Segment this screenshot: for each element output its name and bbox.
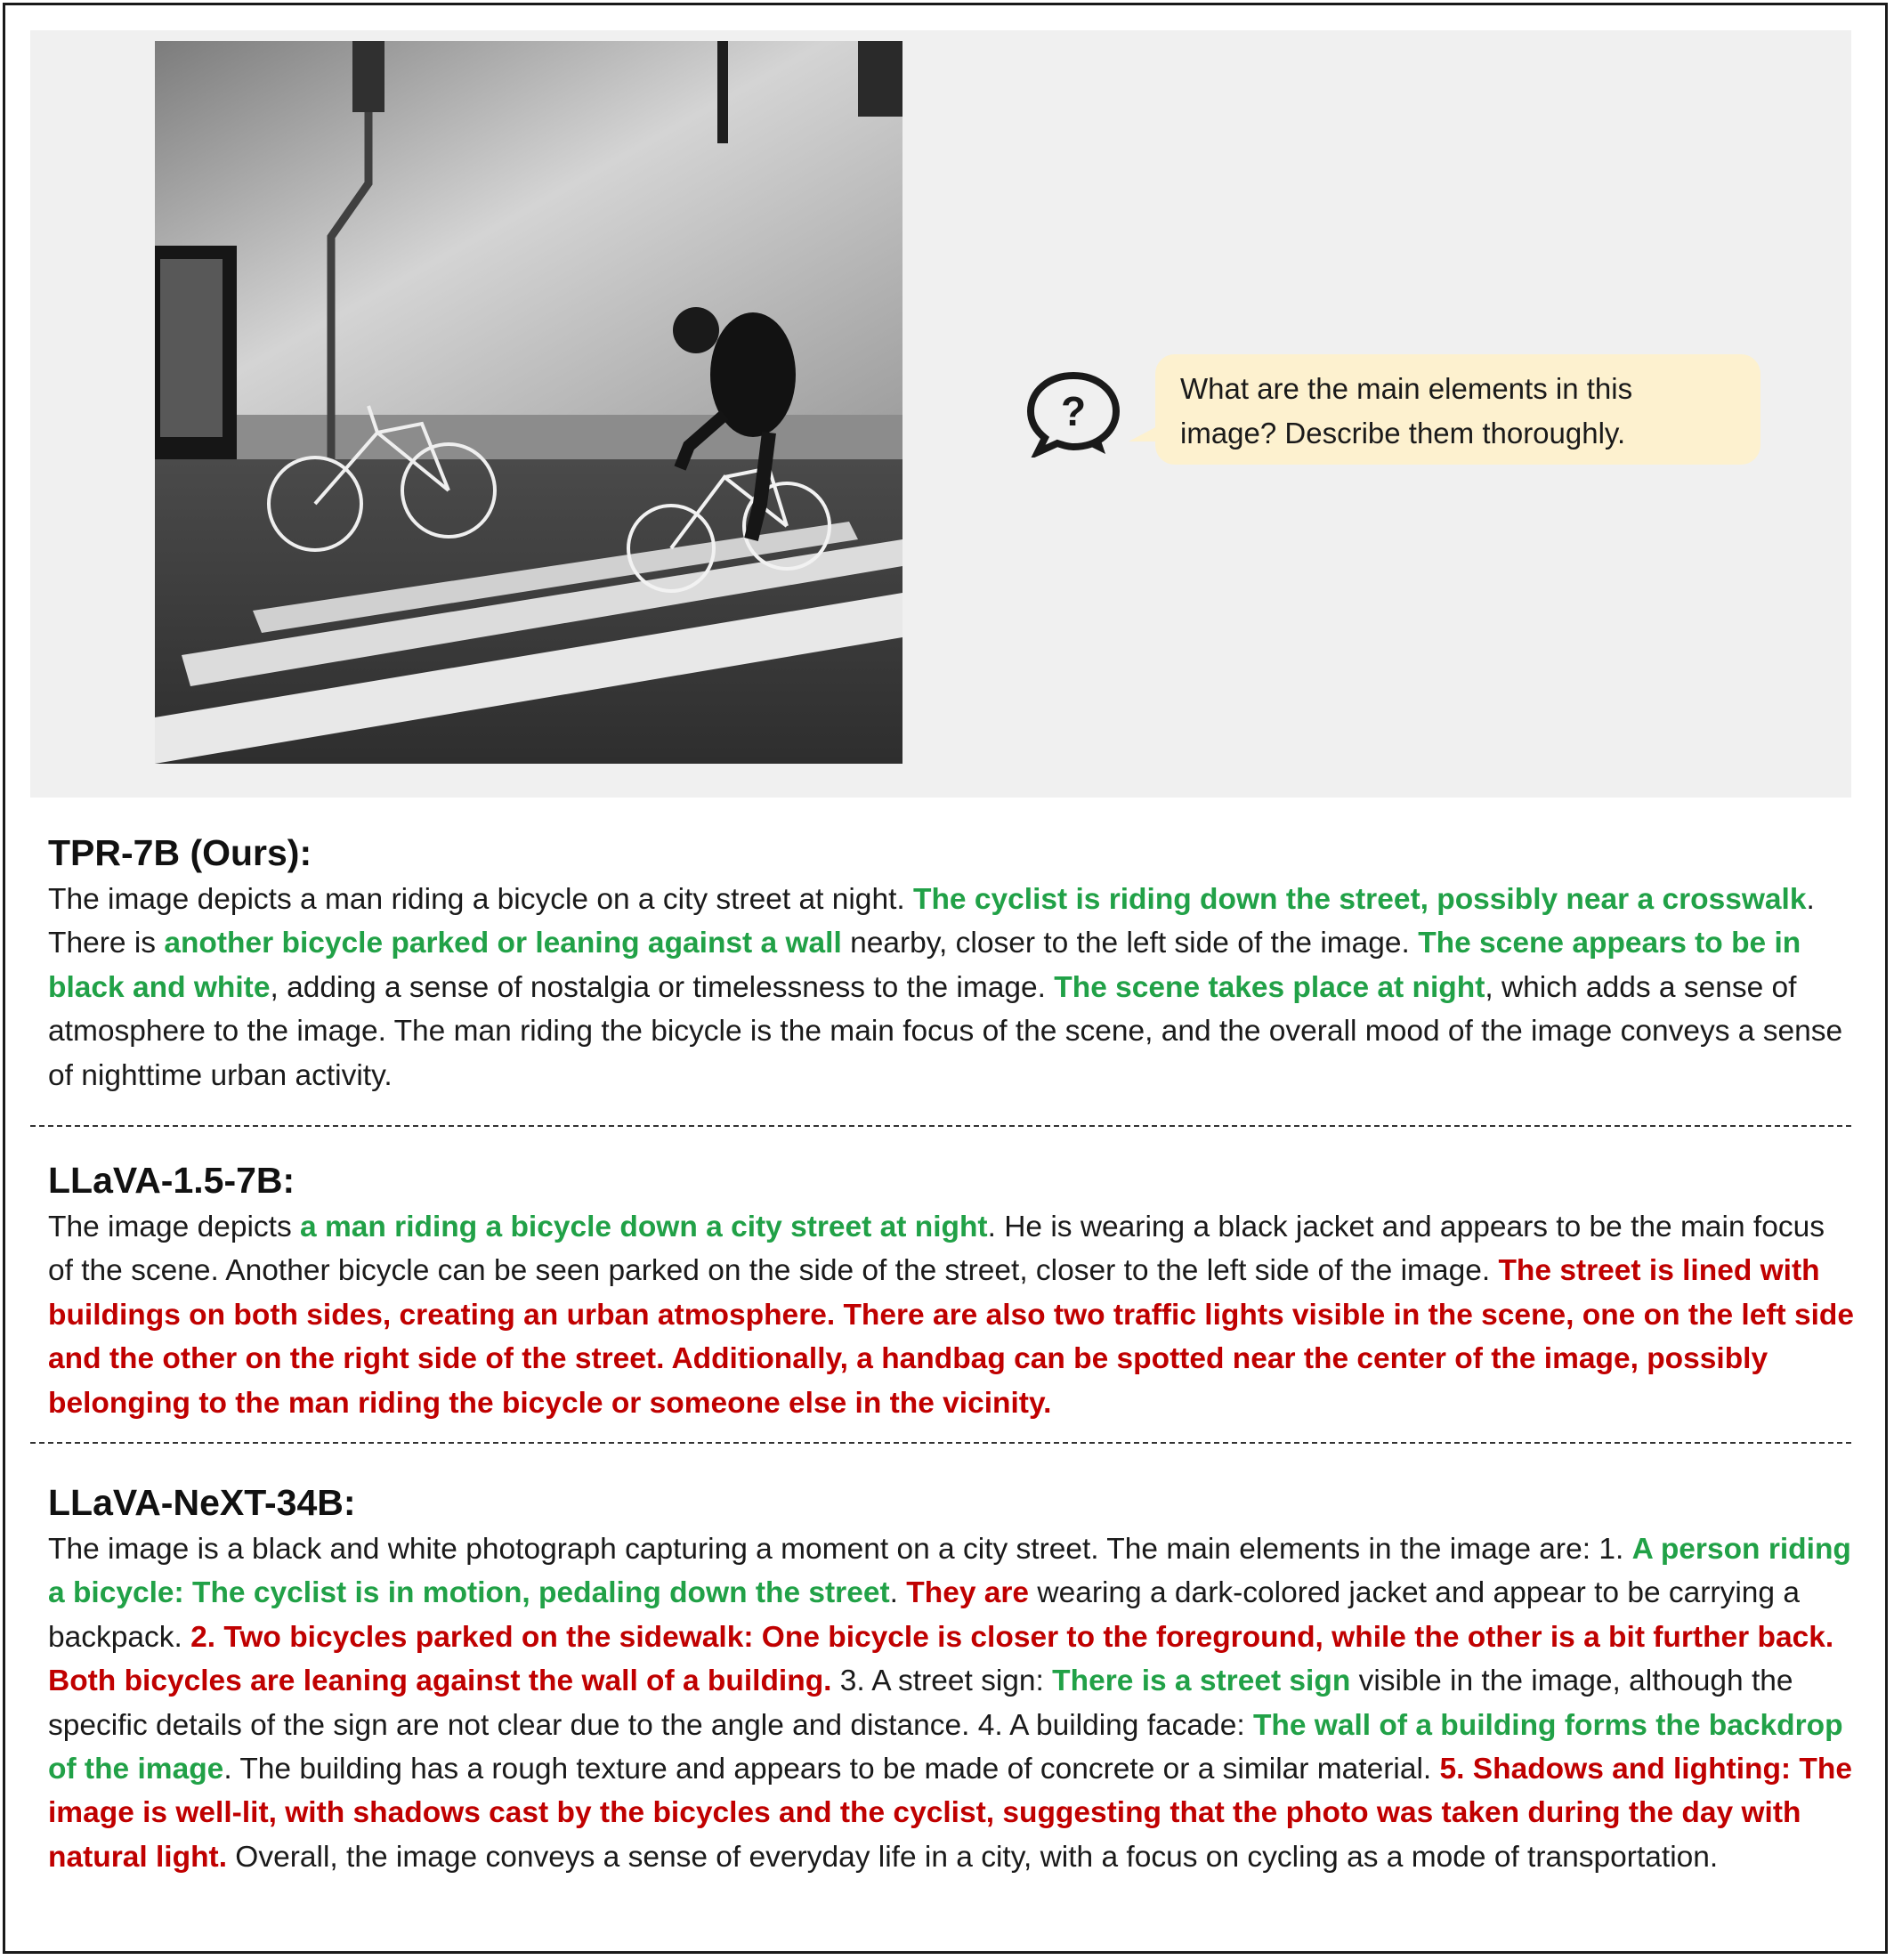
response-text: . He is wearing a black jacket and appears to be the main focus of the scene. Another bicycle can be seen parked on the side of the street, closer to the left side of the image. <box>48 1211 1825 1288</box>
llava-next-34b-section <box>48 1478 1855 1879</box>
correct-text: The wall of a building forms the backdrop of the image <box>48 1708 1843 1786</box>
response-text: The image depicts <box>48 1211 301 1243</box>
bubble-tail <box>1129 425 1159 441</box>
model-title: TPR-7B (Ours): <box>48 832 312 873</box>
response-text: . <box>889 1576 907 1610</box>
correct-text: There is a street sign <box>1052 1664 1351 1698</box>
hallucinated-text: The street is lined with buildings on both sides, creating an urban atmosphere. There are also two traffic lights visible in the scene, one on the left side and the other on the right side of the street. Additionally, a handbag can be spotted near the center of the image, possibly belonging to the man riding the bicycle or someone else in the vicinity. <box>48 1254 1854 1420</box>
response-text: The image depicts a man riding a bicycle on a city street at night. <box>48 883 913 916</box>
correct-text: another bicycle parked or leaning against a wall <box>164 927 842 960</box>
hallucinated-text: 2. Two bicycles parked on the sidewalk: One bicycle is closer to the foreground, while the other is a bit further back. Both bicycles are leaning against the wall of a building. <box>48 1620 1834 1698</box>
llava-1-5-7b-section <box>48 1155 1855 1425</box>
response-text: , which adds a sense of atmosphere to the image. The man riding the bicycle is the main focus of the scene, and the overall mood of the image conveys a sense of nighttime urban activity. <box>48 970 1843 1092</box>
street-photo <box>155 41 902 764</box>
correct-text: The scene takes place at night <box>1054 970 1485 1004</box>
response-text: nearby, closer to the left side of the image. <box>841 927 1419 960</box>
tpr-7b-section <box>48 828 1855 1097</box>
model-response <box>48 1205 1855 1425</box>
question-bubble: What are the main elements in this image? Describe them thoroughly. <box>1155 354 1760 465</box>
response-text: wearing a dark-colored jacket and appear to be carrying a backpack. <box>48 1576 1800 1654</box>
response-text: The image is a black and white photograph capturing a moment on a city street. The main elements in the image are: 1. <box>48 1533 1632 1566</box>
response-text: Overall, the image conveys a sense of everyday life in a city, with a focus on cycling as a mode of transportation. <box>227 1840 1719 1874</box>
correct-text: The scene appears to be in black and white <box>48 927 1801 1004</box>
correct-text: A person riding a bicycle: The cyclist is in motion, pedaling down the street <box>48 1533 1851 1610</box>
hallucinated-text: They are <box>906 1576 1030 1610</box>
response-text: 3. A street sign: <box>831 1664 1053 1698</box>
query-panel <box>30 30 1851 798</box>
response-text: visible in the image, although the specific details of the sign are not clear due to the angle and distance. 4. A building facade: <box>48 1664 1793 1742</box>
correct-text: The cyclist is riding down the street, possibly near a crosswalk <box>913 883 1807 916</box>
svg-text:?: ? <box>1060 388 1087 434</box>
model-title: LLaVA-NeXT-34B: <box>48 1482 356 1523</box>
question-chat-bubble-icon <box>1025 369 1121 458</box>
correct-text: a man riding a bicycle down a city street at night <box>300 1211 988 1243</box>
hallucinated-text: 5. Shadows and lighting: The image is well-lit, with shadows cast by the bicycles and the cyclist, suggesting that the photo was taken during the day with natural light. <box>48 1753 1852 1874</box>
model-response <box>48 878 1855 1097</box>
model-title: LLaVA-1.5-7B: <box>48 1160 295 1201</box>
response-text: , adding a sense of nostalgia or timelessness to the image. <box>270 970 1055 1004</box>
dashed-divider <box>30 1125 1851 1127</box>
model-response <box>48 1527 1855 1879</box>
response-text: . The building has a rough texture and appears to be made of concrete or a similar material. <box>223 1753 1440 1786</box>
response-text: . There is <box>48 883 1815 960</box>
dashed-divider <box>30 1442 1851 1444</box>
